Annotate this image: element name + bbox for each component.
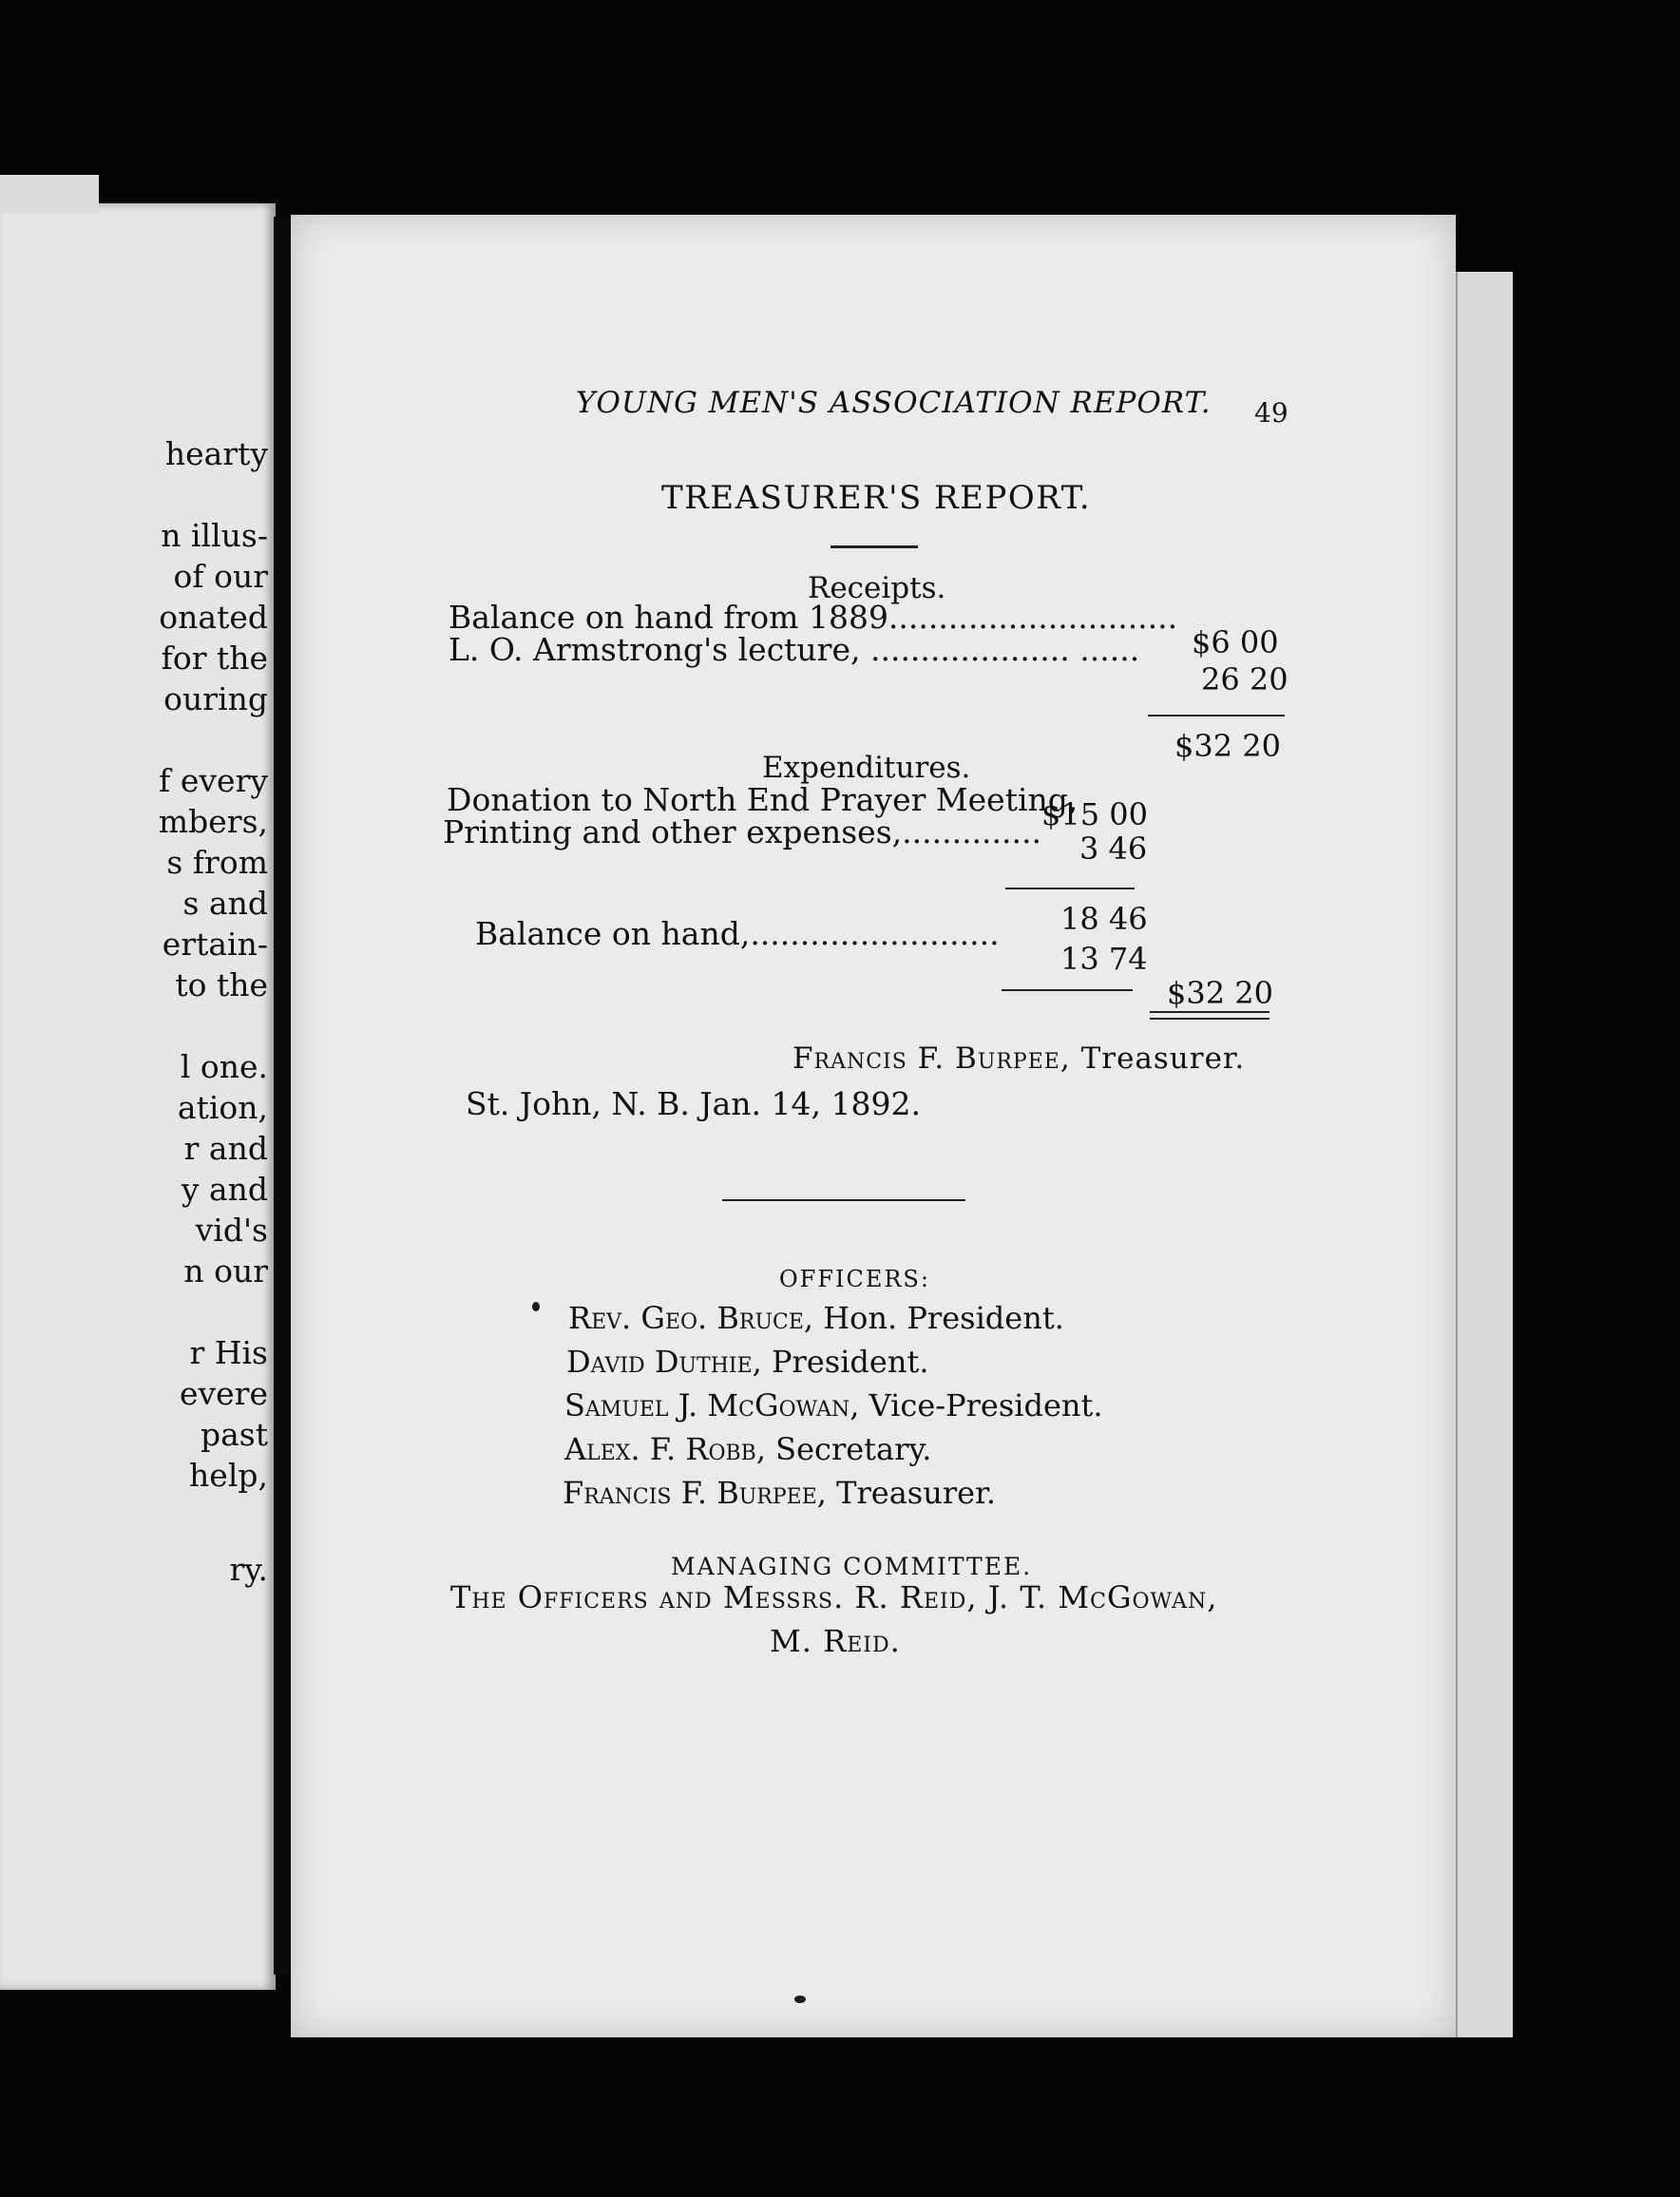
officer-role: , President. <box>752 1344 929 1380</box>
officer-entry <box>563 1475 996 1511</box>
officer-role: , Secretary. <box>755 1431 932 1467</box>
page-number: 49 <box>1254 397 1289 429</box>
receipt-amount: $6 00 <box>1192 624 1279 660</box>
receipts-heading: Receipts. <box>808 571 946 605</box>
left-line: of our <box>173 558 268 595</box>
officers-heading: OFFICERS: <box>779 1266 930 1292</box>
managing-committee-line: The Officers and Messrs. R. Reid, J. T. McGowan, <box>450 1579 1218 1615</box>
section-divider <box>722 1199 965 1201</box>
left-facing-page <box>0 203 276 1990</box>
officer-name: Samuel J. McGowan <box>564 1387 850 1423</box>
expenditure-amount: 3 46 <box>1079 831 1148 867</box>
receipt-label: Balance on hand from 1889............................. <box>449 599 1178 636</box>
officer-entry <box>564 1431 931 1467</box>
expenditure-label: Donation to North End Prayer Meeting, <box>447 781 1079 818</box>
expenditures-total-rule <box>1002 989 1133 991</box>
left-line: for the <box>161 640 268 677</box>
expenditures-heading: Expenditures. <box>762 751 971 785</box>
left-line: vid's <box>195 1212 268 1249</box>
left-line: f every <box>159 762 268 799</box>
scan-speck <box>794 1996 806 2003</box>
managing-committee-heading: MANAGING COMMITTEE. <box>671 1553 1033 1580</box>
officer-name: Rev. Geo. Bruce <box>568 1300 804 1336</box>
scan-speck <box>532 1302 540 1311</box>
left-line: ation, <box>177 1089 268 1126</box>
left-line: r and <box>183 1130 268 1167</box>
double-rule-bottom <box>1150 1018 1270 1020</box>
signature-role: , Treasurer. <box>1060 1041 1246 1076</box>
title-rule <box>830 545 918 548</box>
expenditures-subtotal-rule <box>1005 888 1135 889</box>
signature-name: Francis F. Burpee <box>792 1041 1060 1076</box>
officer-name: Alex. F. Robb <box>564 1431 756 1467</box>
expenditures-total: $32 20 <box>1167 975 1273 1011</box>
left-line: onated <box>159 599 268 636</box>
expenditure-label: Printing and other expenses,.............. <box>443 813 1041 850</box>
officer-role: , Vice-President. <box>850 1387 1103 1423</box>
left-line: evere <box>179 1375 268 1412</box>
main-page <box>291 215 1456 2037</box>
left-line: past <box>200 1416 268 1453</box>
left-line: help, <box>189 1457 268 1494</box>
officer-role: , Treasurer. <box>816 1475 996 1511</box>
left-line: ertain- <box>162 926 268 963</box>
receipt-amount: 26 20 <box>1201 661 1289 697</box>
receipts-total: $32 20 <box>1174 728 1281 764</box>
balance-amount: 13 74 <box>1060 941 1148 977</box>
left-line: s and <box>182 885 268 922</box>
dateline: St. John, N. B. Jan. 14, 1892. <box>466 1085 921 1122</box>
officer-entry <box>566 1344 928 1380</box>
left-line: ouring <box>163 680 268 717</box>
balance-label: Balance on hand,......................... <box>475 915 1000 952</box>
treasurer-signature <box>792 1041 1245 1076</box>
left-line: mbers, <box>158 803 268 840</box>
page-edge <box>1456 272 1513 2037</box>
left-line: n our <box>183 1252 268 1290</box>
left-line: ry. <box>229 1551 268 1588</box>
left-line: hearty <box>164 435 268 472</box>
running-head: YOUNG MEN'S ASSOCIATION REPORT. <box>576 386 1212 420</box>
left-line: to the <box>175 966 268 1003</box>
officer-entry <box>564 1387 1103 1423</box>
expenditure-amount: $15 00 <box>1041 796 1148 832</box>
page-tab <box>0 175 99 213</box>
expenditures-subtotal: 18 46 <box>1060 901 1148 937</box>
officer-name: David Duthie <box>566 1344 753 1380</box>
left-line: r His <box>189 1334 268 1371</box>
officer-name: Francis F. Burpee <box>563 1475 817 1511</box>
managing-committee-line: M. Reid. <box>770 1623 901 1659</box>
left-line: n illus- <box>161 517 268 554</box>
receipt-label: L. O. Armstrong's lecture, .................... ...... <box>449 631 1140 668</box>
left-line: l one. <box>180 1048 268 1085</box>
left-line: y and <box>181 1171 268 1208</box>
officer-entry <box>568 1300 1064 1336</box>
double-rule-top <box>1150 1011 1270 1013</box>
receipts-total-rule <box>1148 715 1285 716</box>
left-line: s from <box>166 844 268 881</box>
officer-role: , Hon. President. <box>803 1300 1064 1336</box>
report-title: TREASURER'S REPORT. <box>661 479 1092 517</box>
